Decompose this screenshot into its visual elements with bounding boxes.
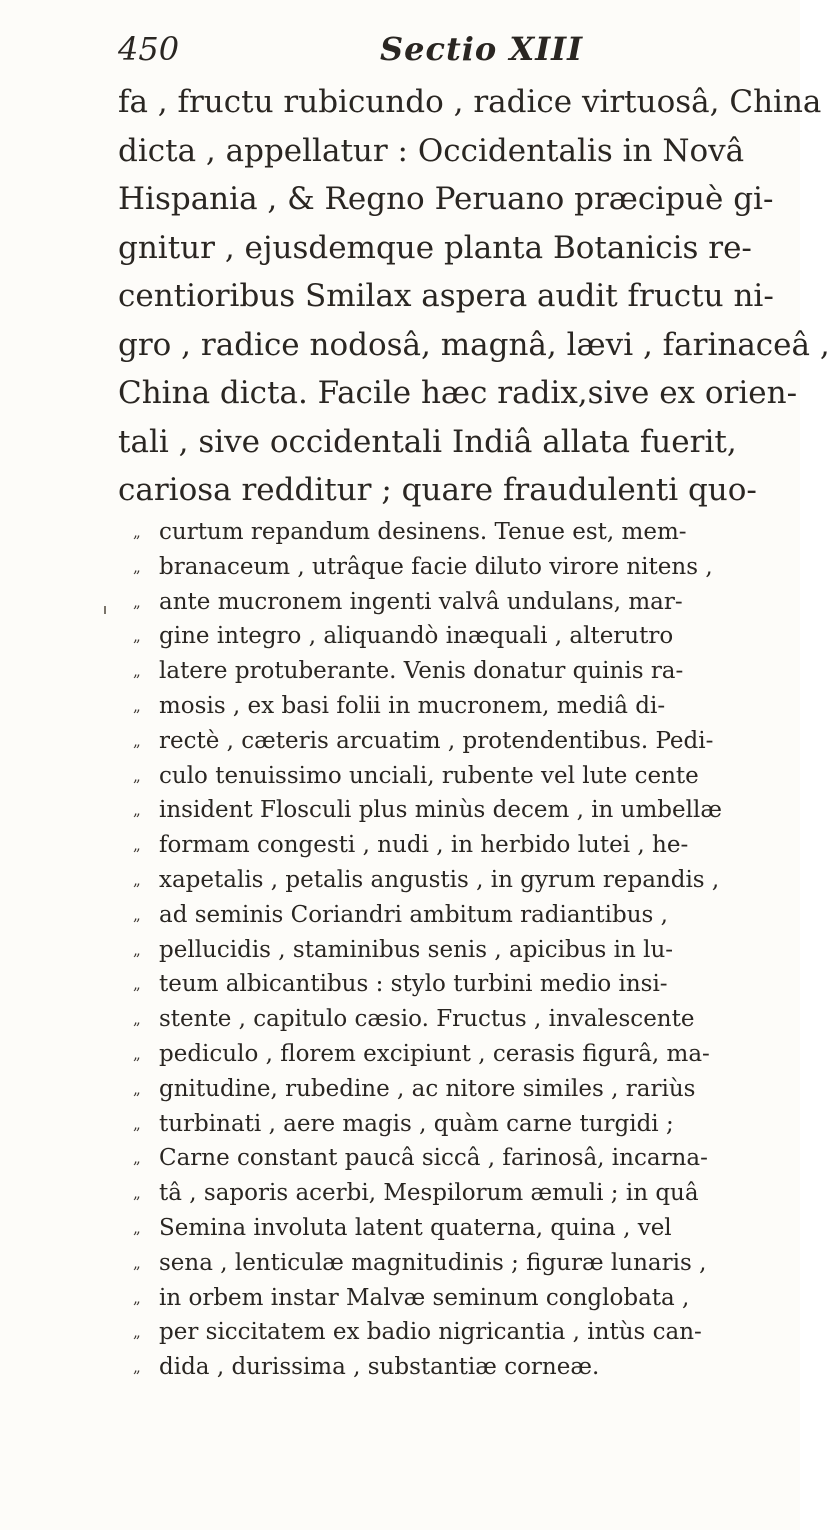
quote-line-text: Carne constant paucâ siccâ , farinosâ, incarna- <box>159 1145 708 1172</box>
quote-line <box>133 759 713 794</box>
text-line: cariosa redditur ; quare fraudulenti quo- <box>118 472 757 508</box>
quote-line-text: tâ , saporis acerbi, Mespilorum æmuli ; in quâ <box>159 1180 699 1207</box>
quote-mark: „ <box>133 766 141 785</box>
quote-line-text: ad seminis Coriandri ambitum radiantibus , <box>159 901 668 928</box>
quote-line-text: pellucidis , staminibus senis , apicibus in lu- <box>159 936 674 963</box>
quote-line-text: sena , lenticulæ magnitudinis ; figuræ lunaris , <box>159 1249 707 1276</box>
section-title: Sectio XIII <box>380 30 584 68</box>
quote-mark: „ <box>133 1288 141 1307</box>
quote-mark: „ <box>133 1114 141 1133</box>
text-line: fa , fructu rubicundo , radice virtuosâ, China <box>118 84 822 120</box>
quote-mark: „ <box>133 801 141 820</box>
quote-line-text: ante mucronem ingenti valvâ undulans, mar- <box>159 588 683 615</box>
quote-line <box>133 1072 713 1107</box>
quote-line-text: Semina involuta latent quaterna, quina , vel <box>159 1214 672 1241</box>
main-text-block <box>118 78 830 515</box>
quote-line-text: curtum repandum desinens. Tenue est, mem- <box>159 519 687 545</box>
quote-line <box>133 724 713 759</box>
quote-mark: „ <box>133 1218 141 1237</box>
quote-mark: „ <box>133 627 141 646</box>
quote-mark: „ <box>133 1044 141 1063</box>
margin-tick <box>104 606 106 614</box>
quote-mark: „ <box>133 662 141 681</box>
quote-line-text: turbinati , aere magis , quàm carne turgidi ; <box>159 1110 674 1137</box>
quote-line <box>133 967 713 1002</box>
quote-mark: „ <box>133 523 141 541</box>
quote-line-text: in orbem instar Malvæ seminum conglobata , <box>159 1284 690 1311</box>
quote-line <box>133 689 713 724</box>
quote-line-text: gine integro , aliquandò inæquali , alterutro <box>159 623 674 650</box>
quote-line-text: insident Flosculi plus minùs decem , in umbellæ <box>159 797 722 824</box>
quote-line <box>133 654 713 689</box>
quote-mark: „ <box>133 731 141 750</box>
quote-mark: „ <box>133 1079 141 1098</box>
quote-line-text: stente , capitulo cæsio. Fructus , invalescente <box>159 1006 695 1033</box>
quote-mark: „ <box>133 1253 141 1272</box>
quote-mark: „ <box>133 1149 141 1168</box>
quote-line <box>133 1037 713 1072</box>
quote-line <box>133 1350 713 1385</box>
quote-mark: „ <box>133 870 141 889</box>
quote-line <box>133 1107 713 1142</box>
quote-mark: „ <box>133 905 141 924</box>
quote-line <box>133 898 713 933</box>
text-line: gnitur , ejusdemque planta Botanicis re- <box>118 229 752 266</box>
text-line: dicta , appellatur : Occidentalis in Novâ <box>118 132 745 169</box>
quoted-description-block <box>133 515 722 1385</box>
quote-mark: „ <box>133 1010 141 1029</box>
quote-mark: „ <box>133 557 141 576</box>
quote-mark: „ <box>133 940 141 959</box>
quote-line-text: xapetalis , petalis angustis , in gyrum repandis , <box>159 866 720 893</box>
quote-mark: „ <box>133 836 141 855</box>
quote-line <box>133 933 713 968</box>
text-line: tali , sive occidentali Indiâ allata fuerit, <box>118 423 737 460</box>
quote-line <box>133 828 713 863</box>
quote-line <box>133 1246 713 1281</box>
quote-line-text: per siccitatem ex badio nigricantia , intùs can- <box>159 1319 702 1346</box>
quote-mark: „ <box>133 975 141 994</box>
quote-line-text: gnitudine, rubedine , ac nitore similes , rariùs <box>159 1075 696 1102</box>
text-line: centioribus Smilax aspera audit fructu ni- <box>118 278 774 314</box>
quote-line <box>133 1281 713 1316</box>
quote-line-text: branaceum , utrâque facie diluto virore nitens , <box>159 553 713 580</box>
quote-mark: „ <box>133 592 141 611</box>
quote-line <box>133 1002 713 1037</box>
quote-line-text: mosis , ex basi folii in mucronem, mediâ di- <box>159 692 666 719</box>
quote-line <box>133 863 720 898</box>
quote-line <box>133 1315 713 1350</box>
quote-line <box>133 1211 713 1246</box>
quote-line <box>133 515 713 550</box>
quote-line-text: dida , durissima , substantiæ corneæ. <box>159 1354 600 1381</box>
text-line: gro , radice nodosâ, magnâ, lævi , farinaceâ , <box>118 326 830 363</box>
quote-line-text: formam congesti , nudi , in herbido lutei , he- <box>159 832 689 859</box>
quote-line <box>133 585 713 620</box>
quote-mark: „ <box>133 1358 141 1377</box>
quote-line-text: teum albicantibus : stylo turbini medio insi- <box>159 971 668 998</box>
quote-line-text: culo tenuissimo unciali, rubente vel lute cente <box>159 762 699 789</box>
quote-line <box>133 793 722 828</box>
page-number: 450 <box>118 30 180 68</box>
quote-line-text: latere protuberante. Venis donatur quinis ra- <box>159 658 684 685</box>
quote-mark: „ <box>133 696 141 715</box>
quote-line <box>133 619 713 654</box>
quote-line <box>133 1176 713 1211</box>
quote-line-text: pediculo , florem excipiunt , cerasis figurâ, ma- <box>159 1040 710 1067</box>
quote-line <box>133 550 713 585</box>
quote-line <box>133 1141 713 1176</box>
quote-mark: „ <box>133 1323 141 1342</box>
running-head <box>118 30 678 70</box>
quote-mark: „ <box>133 1184 141 1203</box>
text-line: Hispania , & Regno Peruano præcipuè gi- <box>118 181 774 217</box>
quote-line-text: rectè , cæteris arcuatim , protendentibus. Pedi- <box>159 727 714 754</box>
text-line: China dicta. Facile hæc radix,sive ex orien- <box>118 375 798 411</box>
